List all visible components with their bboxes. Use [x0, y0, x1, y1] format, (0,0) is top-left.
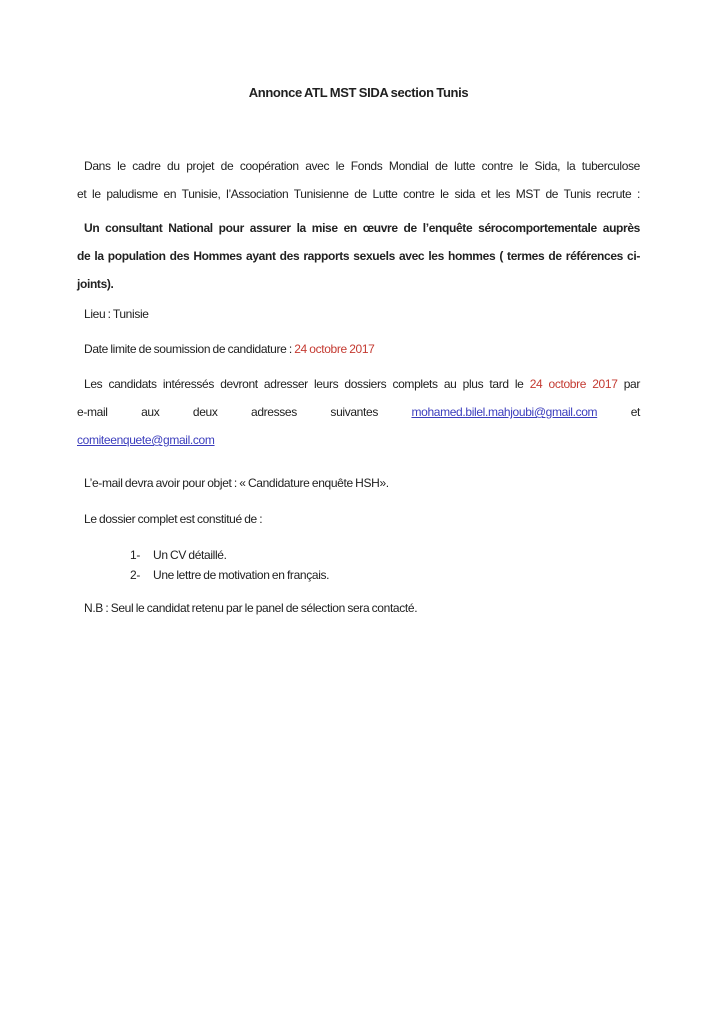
- list-item-text: Un CV détaillé.: [153, 548, 227, 562]
- paragraph-intro: [77, 152, 640, 208]
- word: aux: [141, 405, 160, 419]
- paragraph-deadline: [77, 335, 640, 363]
- text-line: [77, 426, 640, 454]
- submission-date: 24 octobre 2017: [529, 377, 618, 391]
- text-line: Dans le cadre du projet de coopération avec le Fonds Mondial de lutte contre le Sida, la tuberculose: [84, 159, 640, 173]
- paragraph-position: [77, 214, 640, 298]
- text-line: joints).: [77, 277, 114, 291]
- document-title: Annonce ATL MST SIDA section Tunis: [248, 85, 469, 100]
- paragraph-dossier-intro: Le dossier complet est constitué de :: [84, 512, 263, 526]
- text-line: et le paludisme en Tunisie, l’Association Tunisienne de Lutte contre le sida et les MST de Tunis recrute :: [77, 187, 640, 201]
- paragraph-email-subject: L’e-mail devra avoir pour objet : « Candidature enquête HSH».: [84, 476, 389, 490]
- text-line: de la population des Hommes ayant des rapports sexuels avec les hommes ( termes de références ci-: [77, 249, 640, 263]
- list-item-text: Une lettre de motivation en français.: [153, 568, 330, 582]
- email-link-primary[interactable]: mohamed.bilel.mahjoubi@gmail.com: [411, 405, 598, 419]
- text-line: [77, 398, 640, 426]
- deadline-label: Date limite de soumission de candidature :: [84, 342, 292, 356]
- word: et: [630, 405, 641, 419]
- deadline-date: 24 octobre 2017: [294, 342, 375, 356]
- list-item: [130, 565, 640, 585]
- word: deux: [192, 405, 218, 419]
- word: suivantes: [330, 405, 378, 419]
- paragraph-location: Lieu : Tunisie: [84, 307, 149, 321]
- list-item-number: 1-: [130, 548, 140, 562]
- text-line: Un consultant National pour assurer la mise en œuvre de l’enquête sérocomportementale auprès: [84, 221, 640, 235]
- list-item-number: 2-: [130, 568, 140, 582]
- text-line: [77, 370, 640, 398]
- word: e-mail: [77, 405, 108, 419]
- submission-text-start: Les candidats intéressés devront adresser leurs dossiers complets au plus tard le: [84, 377, 524, 391]
- paragraph-nota-bene: N.B : Seul le candidat retenu par le panel de sélection sera contacté.: [84, 601, 418, 615]
- paragraph-submission: [77, 370, 640, 454]
- email-link-secondary[interactable]: comiteenquete@gmail.com: [77, 433, 215, 447]
- word: adresses: [251, 405, 297, 419]
- submission-text-end: par: [623, 377, 641, 391]
- dossier-list: [77, 545, 640, 585]
- list-item: [130, 545, 640, 565]
